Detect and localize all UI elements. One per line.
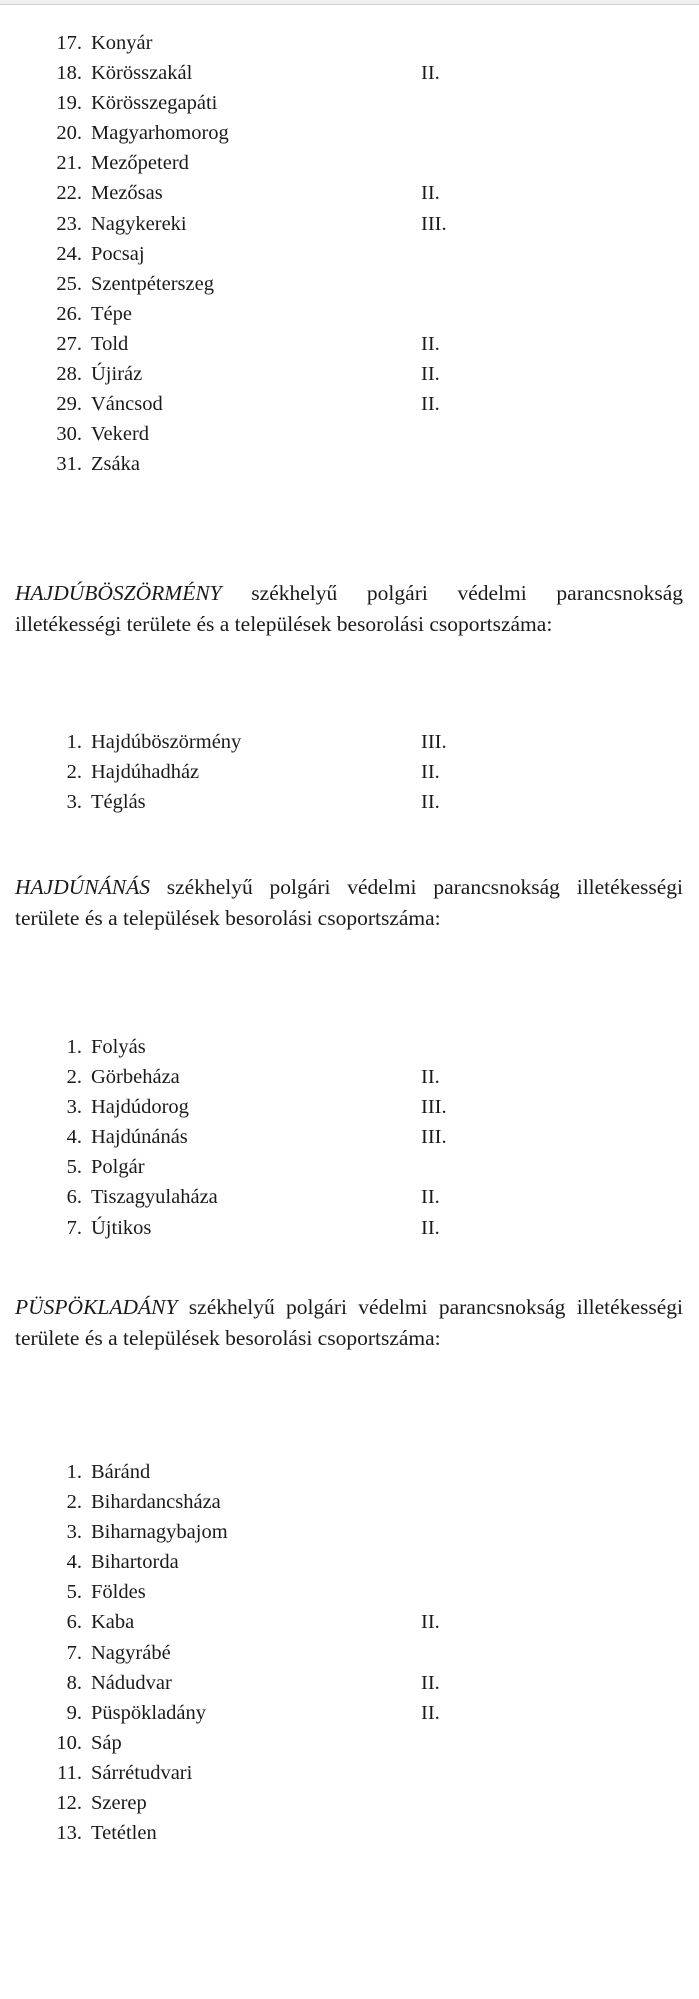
- list-item: [42, 88, 501, 118]
- list-item: [42, 1758, 501, 1788]
- item-number: 8.: [66, 1671, 82, 1694]
- item-number: 3.: [66, 1521, 82, 1544]
- list-item: [42, 1457, 501, 1487]
- settlement-name: Tetétlen: [91, 1822, 157, 1845]
- section-heading-puspokladany: [15, 1292, 683, 1353]
- item-number: 1.: [66, 1461, 82, 1483]
- group-number: [421, 299, 501, 329]
- item-number: 5.: [66, 1581, 82, 1604]
- item-number: 3.: [66, 1096, 82, 1119]
- item-number: 6.: [66, 1186, 82, 1209]
- item-number: 2.: [66, 1491, 82, 1514]
- list-item: [42, 1638, 501, 1668]
- group-number: [421, 1487, 501, 1517]
- settlement-name: Konyár: [91, 32, 153, 54]
- settlement-name: Hajdúböszörmény: [91, 731, 242, 753]
- item-number: 11.: [57, 1761, 82, 1784]
- group-number: [421, 148, 501, 178]
- item-number: 5.: [66, 1156, 82, 1179]
- group-number: [421, 88, 501, 118]
- group-number: II.: [421, 393, 440, 416]
- settlement-name: Magyarhomorog: [91, 122, 229, 145]
- item-number: 29.: [56, 393, 82, 416]
- settlement-name: Hajdúhadház: [91, 761, 200, 784]
- settlement-name: Tiszagyulaháza: [91, 1186, 218, 1209]
- settlement-name: Földes: [91, 1581, 146, 1604]
- settlement-name: Vekerd: [91, 423, 150, 446]
- item-number: 9.: [66, 1701, 82, 1724]
- settlement-name: Hajdúnánás: [91, 1126, 188, 1149]
- list-item: [42, 1092, 501, 1122]
- settlement-name: Báránd: [91, 1461, 151, 1483]
- item-number: 12.: [56, 1792, 82, 1815]
- group-number: [421, 1517, 501, 1547]
- group-number: II.: [421, 1701, 440, 1724]
- settlement-name: Kaba: [91, 1611, 135, 1634]
- item-number: 26.: [56, 302, 82, 325]
- item-number: 1.: [66, 1036, 82, 1058]
- group-number: II.: [421, 1611, 440, 1634]
- list-item: [42, 148, 501, 178]
- item-number: 2.: [66, 1066, 82, 1089]
- list-item: [42, 1213, 501, 1243]
- item-number: 4.: [66, 1551, 82, 1574]
- list-item: [42, 329, 501, 359]
- list-item: [42, 1122, 501, 1152]
- item-number: 3.: [66, 791, 82, 814]
- group-number: [421, 1032, 501, 1062]
- settlement-name: Polgár: [91, 1156, 145, 1179]
- group-number: [421, 1547, 501, 1577]
- list-item: [42, 1728, 501, 1758]
- settlement-name: Biharnagybajom: [91, 1521, 228, 1544]
- item-number: 19.: [56, 92, 82, 115]
- group-number: II.: [421, 332, 440, 355]
- group-number: II.: [421, 761, 440, 784]
- group-number: II.: [421, 1216, 440, 1239]
- item-number: 22.: [56, 182, 82, 205]
- settlement-name: Sárrétudvari: [91, 1761, 193, 1784]
- group-number: [421, 1577, 501, 1607]
- settlement-name: Püspökladány: [91, 1701, 207, 1724]
- settlement-name: Nagyrábé: [91, 1641, 171, 1664]
- section-text: székhelyű polgári védelmi parancsnokság illetékességi területe és a települések besorolási csoportszáma:: [15, 581, 683, 636]
- item-number: 10.: [56, 1731, 82, 1754]
- item-number: 20.: [56, 122, 82, 145]
- section-text: székhelyű polgári védelmi parancsnokság illetékességi területe és a települések besorolási csoportszáma:: [15, 875, 683, 930]
- group-number: [421, 118, 501, 148]
- item-number: 24.: [56, 242, 82, 265]
- group-number: [421, 1758, 501, 1788]
- group-number: [421, 1728, 501, 1758]
- group-number: II.: [421, 62, 440, 85]
- item-number: 17.: [56, 32, 82, 54]
- list-item: [42, 58, 501, 88]
- town-name: HAJDÚNÁNÁS: [15, 875, 150, 899]
- settlement-name: Újiráz: [91, 363, 143, 386]
- list-item: [42, 118, 501, 148]
- settlement-name: Téglás: [91, 791, 146, 814]
- item-number: 7.: [66, 1216, 82, 1239]
- item-number: 2.: [66, 761, 82, 784]
- group-number: [421, 1818, 501, 1848]
- settlement-name: Váncsod: [91, 393, 163, 416]
- list-item: [42, 1668, 501, 1698]
- group-number: III.: [421, 212, 447, 235]
- list-item: [42, 1698, 501, 1728]
- list-item: [42, 449, 501, 479]
- group-number: II.: [421, 1066, 440, 1089]
- settlement-name: Told: [91, 332, 129, 355]
- item-number: 6.: [66, 1611, 82, 1634]
- list-item: [42, 757, 501, 787]
- settlement-list-hajdunanas: [42, 1032, 501, 1243]
- item-number: 13.: [56, 1822, 82, 1845]
- town-name: HAJDÚBÖSZÖRMÉNY: [15, 581, 222, 605]
- settlement-name: Bihardancsháza: [91, 1491, 221, 1514]
- list-item: [42, 1487, 501, 1517]
- list-item: [42, 28, 501, 58]
- list-item: [42, 1577, 501, 1607]
- settlement-name: Hajdúdorog: [91, 1096, 189, 1119]
- list-item: [42, 1607, 501, 1637]
- list-item: [42, 178, 501, 208]
- settlement-name: Mezősas: [91, 182, 163, 205]
- list-item: [42, 209, 501, 239]
- list-item: [42, 419, 501, 449]
- group-number: III.: [421, 1126, 447, 1149]
- settlement-list-berettyoujfalu: [42, 28, 501, 479]
- section-heading-hajdunanas: [15, 872, 683, 933]
- settlement-list-hajduboszormeny: [42, 727, 501, 817]
- group-number: [421, 419, 501, 449]
- list-item: [42, 389, 501, 419]
- settlement-name: Mezőpeterd: [91, 152, 189, 175]
- settlement-name: Bihartorda: [91, 1551, 179, 1574]
- group-number: [421, 269, 501, 299]
- top-rule: [0, 0, 699, 5]
- settlement-name: Nádudvar: [91, 1671, 172, 1694]
- settlement-name: Körösszegapáti: [91, 92, 218, 115]
- list-item: [42, 359, 501, 389]
- settlement-name: Görbeháza: [91, 1066, 180, 1089]
- settlement-name: Tépe: [91, 302, 132, 325]
- list-item: [42, 269, 501, 299]
- group-number: II.: [421, 363, 440, 386]
- list-item: [42, 1818, 501, 1848]
- settlement-name: Nagykereki: [91, 212, 187, 235]
- group-number: [421, 1788, 501, 1818]
- item-number: 31.: [56, 453, 82, 476]
- item-number: 21.: [56, 152, 82, 175]
- list-item: [42, 1152, 501, 1182]
- group-number: [421, 239, 501, 269]
- settlement-name: Zsáka: [91, 453, 140, 476]
- group-number: II.: [421, 182, 440, 205]
- settlement-name: Szerep: [91, 1792, 147, 1815]
- list-item: [42, 1182, 501, 1212]
- group-number: II.: [421, 1186, 440, 1209]
- group-number: [421, 1152, 501, 1182]
- section-heading-hajduboszormeny: [15, 578, 683, 639]
- settlement-name: Pocsaj: [91, 242, 145, 265]
- group-number: [421, 1457, 501, 1487]
- group-number: III.: [421, 731, 447, 753]
- list-item: [42, 727, 501, 757]
- town-name: PÜSPÖKLADÁNY: [15, 1295, 178, 1319]
- list-item: [42, 1032, 501, 1062]
- item-number: 7.: [66, 1641, 82, 1664]
- item-number: 30.: [56, 423, 82, 446]
- item-number: 18.: [56, 62, 82, 85]
- item-number: 25.: [56, 272, 82, 295]
- item-number: 28.: [56, 363, 82, 386]
- group-number: II.: [421, 791, 440, 814]
- item-number: 27.: [56, 332, 82, 355]
- list-item: [42, 787, 501, 817]
- group-number: [421, 449, 501, 479]
- settlement-name: Újtikos: [91, 1216, 152, 1239]
- section-text: székhelyű polgári védelmi parancsnokság illetékességi területe és a települések besorolási csoportszáma:: [15, 1295, 683, 1350]
- group-number: [421, 1638, 501, 1668]
- settlement-name: Folyás: [91, 1036, 146, 1058]
- settlement-name: Körösszakál: [91, 62, 193, 85]
- group-number: II.: [421, 1671, 440, 1694]
- item-number: 1.: [66, 731, 82, 753]
- list-item: [42, 299, 501, 329]
- settlement-name: Sáp: [91, 1731, 122, 1754]
- item-number: 4.: [66, 1126, 82, 1149]
- group-number: [421, 28, 501, 58]
- group-number: III.: [421, 1096, 447, 1119]
- list-item: [42, 1517, 501, 1547]
- list-item: [42, 1062, 501, 1092]
- settlement-name: Szentpéterszeg: [91, 272, 214, 295]
- list-item: [42, 1547, 501, 1577]
- settlement-list-puspokladany: [42, 1457, 501, 1848]
- item-number: 23.: [56, 212, 82, 235]
- list-item: [42, 239, 501, 269]
- list-item: [42, 1788, 501, 1818]
